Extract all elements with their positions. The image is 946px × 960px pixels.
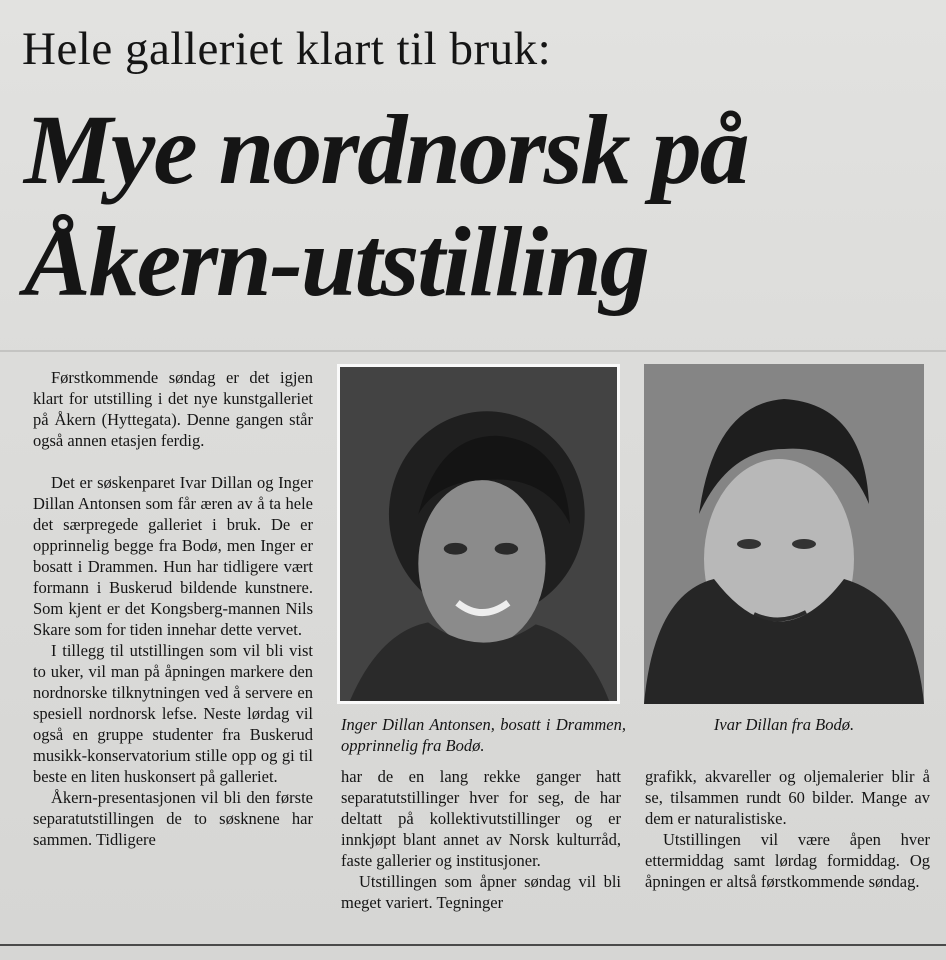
paragraph: Åkern-presentasjonen vil bli den første separatutstillingen de to søsknene har sammen. Tidligere	[33, 788, 313, 849]
paragraph: Utstillingen vil være åpen hver ettermiddag samt lørdag formiddag. Og åpningen er altså førstkommende søndag.	[645, 830, 930, 891]
caption-ivar: Ivar Dillan fra Bodø.	[713, 715, 855, 734]
paragraph: Det er søskenparet Ivar Dillan og Inger Dillan Antonsen som får æren av å ta hele det særpregede galleriet i bruk. De er opprinnelig begge fra Bodø, men Inger er bosatt i Drammen. Hun har tidligere vært formann i Buskerud bildende kunstnere. Som kjent er det Kongsberg-mannen Nils Skare som for tiden innehar dette vervet.	[33, 473, 313, 639]
headline-line-2: Åkern-utstilling	[24, 206, 648, 317]
caption-inger: Inger Dillan Antonsen, bosatt i Drammen, opprinnelig fra Bodø.	[341, 715, 626, 755]
kicker-heading: Hele galleriet klart til bruk:	[22, 23, 552, 75]
fold-line	[0, 350, 946, 352]
headline-line-1: Mye nordnorsk på	[24, 94, 748, 205]
bottom-rule	[0, 944, 946, 946]
paragraph: Utstillingen som åpner søndag vil bli meget variert. Tegninger	[341, 872, 621, 912]
article-column-1	[33, 367, 313, 850]
paragraph: grafikk, akvareller og oljemalerier blir å se, tilsammen rundt 60 bilder. Mange av dem er naturalistiske.	[645, 767, 930, 828]
article-column-3	[645, 766, 930, 892]
photo-ivar-dillan	[644, 364, 924, 704]
paragraph: I tillegg til utstillingen som vil bli vist to uker, vil man på åpningen markere den nordnorske tilknytningen ved å servere en spesiell nordnorsk lefse. Neste lørdag vil også en gruppe studenter fra Buskerud musikk-konservatorium stille opp og gi til beste en liten huskonsert på galleriet.	[33, 641, 313, 786]
headline	[24, 94, 934, 318]
photo-inger-dillan-antonsen	[337, 364, 620, 704]
paragraph: har de en lang rekke ganger hatt separatutstillinger hver for seg, de har deltatt på kollektivutstillinger og er innkjøpt blant annet av Norsk kulturråd, faste gallerier og institusjoner.	[341, 767, 621, 870]
paragraph: Førstkommende søndag er det igjen klart for utstilling i det nye kunstgalleriet på Åkern (Hyttegata). Denne gangen står også annen etasjen ferdig.	[33, 368, 313, 450]
article-column-2	[341, 766, 621, 913]
